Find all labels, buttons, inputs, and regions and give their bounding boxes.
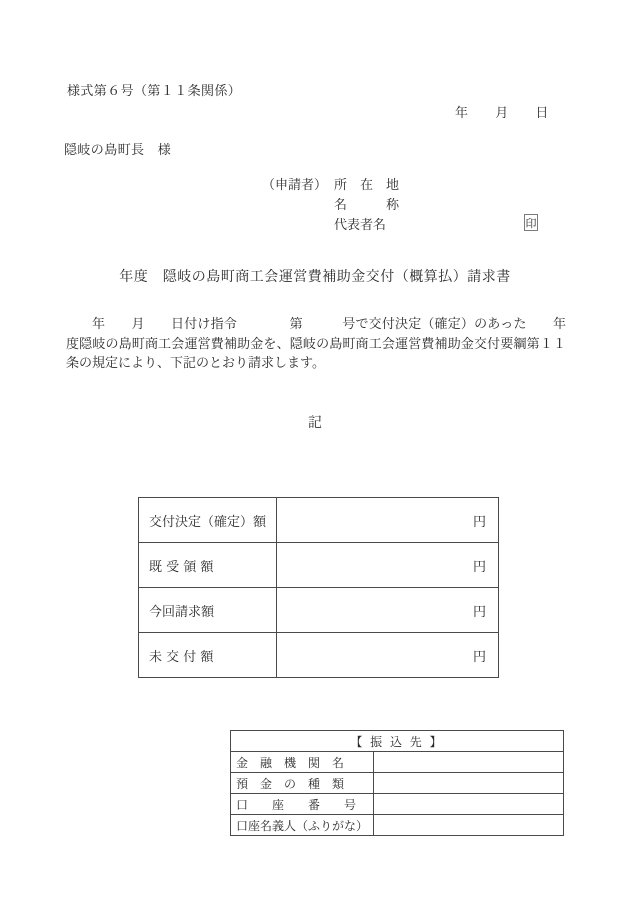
amount-label-current-claim: 今回請求額 — [139, 588, 277, 633]
bank-label-deposit-type: 預 金 の 種 類 — [231, 773, 374, 794]
bank-value-institution-name[interactable] — [374, 752, 564, 773]
amount-value-grant-decision[interactable]: 円 — [277, 498, 499, 543]
table-row — [139, 498, 499, 543]
table-row — [231, 773, 564, 794]
table-row — [231, 794, 564, 815]
seal-stamp-box: 印 — [524, 214, 538, 231]
addressee: 隠岐の島町長 様 — [64, 143, 172, 158]
amount-label-not-yet-granted: 未 交 付 額 — [139, 633, 277, 678]
page-title: 年度 隠岐の島町商工会運営費補助金交付（概算払）請求書 — [119, 269, 511, 285]
bank-label-institution-name: 金 融 機 関 名 — [231, 752, 374, 773]
amount-table — [138, 497, 499, 678]
amount-label-already-received: 既 受 領 額 — [139, 543, 277, 588]
amount-value-already-received[interactable]: 円 — [277, 543, 499, 588]
bank-value-account-holder[interactable] — [374, 815, 564, 836]
applicant-representative-label: 代表者名 — [334, 218, 387, 233]
amount-value-current-claim[interactable]: 円 — [277, 588, 499, 633]
applicant-address-label: 所 在 地 — [334, 178, 400, 193]
applicant-kind-label: （申請者） — [262, 178, 328, 193]
bank-transfer-table — [230, 730, 564, 836]
ki-marker: 記 — [308, 415, 322, 431]
table-row — [231, 731, 564, 752]
table-row — [139, 633, 499, 678]
bank-value-account-number[interactable] — [374, 794, 564, 815]
amount-value-not-yet-granted[interactable]: 円 — [277, 633, 499, 678]
applicant-address-row — [262, 174, 538, 194]
bank-value-deposit-type[interactable] — [374, 773, 564, 794]
body-paragraph: 年 月 日付け指令 第 号で交付決定（確定）のあった 年度隠岐の島町商工会運営費補助金を、隠岐の島町商工会運営費補助金交付要綱第１１条の規定により、下記のとおり請求します。 — [66, 317, 566, 371]
applicant-name-label: 名 称 — [334, 198, 400, 213]
bank-label-account-holder: 口座名義人（ふりがな） — [231, 815, 374, 836]
form-number: 様式第６号（第１１条関係） — [67, 84, 242, 99]
table-row — [231, 815, 564, 836]
applicant-representative-row — [262, 214, 538, 234]
bank-label-account-number: 口 座 番 号 — [231, 794, 374, 815]
bank-transfer-table-body — [231, 731, 564, 836]
date-line: 年 月 日 — [455, 106, 549, 121]
table-row — [139, 543, 499, 588]
body-paragraph-block — [66, 315, 566, 374]
table-row — [231, 752, 564, 773]
bank-table-header: 【 振 込 先 】 — [231, 731, 564, 752]
applicant-block — [262, 174, 538, 234]
table-row — [139, 588, 499, 633]
applicant-name-row — [262, 194, 538, 214]
amount-label-grant-decision: 交付決定（確定）額 — [139, 498, 277, 543]
amount-table-body — [139, 498, 499, 678]
